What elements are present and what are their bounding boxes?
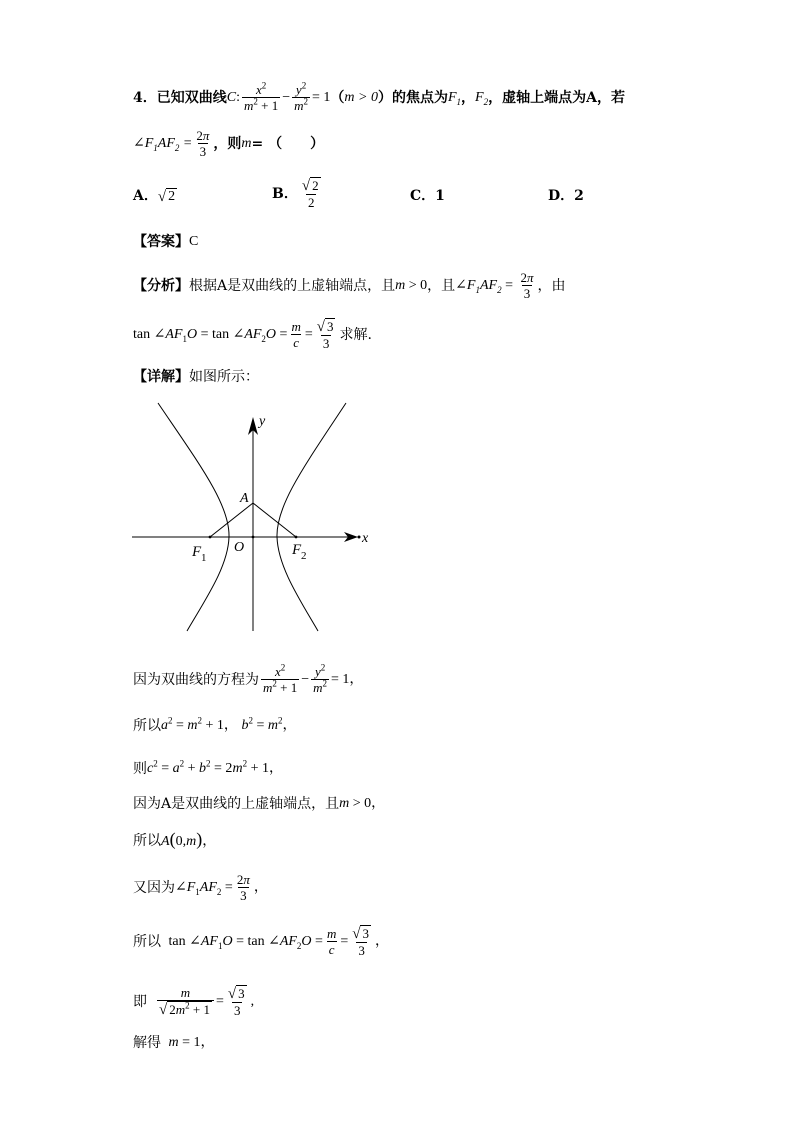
point-origin — [252, 536, 255, 539]
vertex-text: ，虚轴上端点为A，若 — [488, 89, 625, 106]
analysis-label: 【分析】 — [133, 277, 189, 294]
curve-name: C — [226, 89, 237, 105]
question-number: 4． — [133, 89, 157, 106]
detail-label: 【详解】 — [133, 369, 189, 385]
analysis-line-2: $\tan \angle AF_1O = \tan$ $\angle AF_2O$ = $\frac{m}{c}$ = √ 3 3 求解. — [133, 319, 372, 351]
foci-text: 的焦点为 — [391, 89, 448, 106]
label-f1: F — [192, 544, 202, 560]
label-x: x — [362, 531, 369, 546]
fraction-y2: $\frac{y^2}{m^2}$ — [294, 80, 309, 113]
option-a[interactable]: A． √ 2 — [133, 188, 176, 205]
answer-blank: = （ ） — [251, 135, 325, 152]
step-2: 所以 $a^2 = m^2 + 1$， $b^2 = m^2$， — [133, 715, 297, 734]
answer-value: C — [189, 234, 199, 249]
answer-label: 【答案】 — [133, 234, 189, 250]
segment-a-f2 — [253, 503, 296, 537]
label-a: A — [240, 491, 249, 506]
step-3: 则 $c^2 = a^2 + b^2 = 2m^2 + 1$， — [133, 758, 283, 777]
step-8: 即 m √ $2m^2 + 1$ = √ 3 3 , — [133, 985, 255, 1018]
option-b[interactable]: B． √ 2 2 — [272, 178, 319, 210]
angle-tail: ，则 — [213, 135, 242, 152]
label-f2: F — [292, 542, 302, 558]
segment-f1-a — [210, 503, 253, 537]
step-6: 又因为 $\angle F_1AF_2$ = $\frac{2\pi}{3}$ ， — [133, 872, 268, 903]
step-5: 所以 A(0,m)， — [133, 829, 217, 849]
detail-line: 【详解】 如图所示： — [133, 369, 259, 385]
fraction-2pi-3: $\frac{2\pi}{3}$ — [196, 128, 210, 159]
label-o: O — [234, 540, 245, 555]
hyperbola-right-branch — [277, 403, 346, 631]
step-1: 因为双曲线的方程为 $\frac{x^2}{m^2 + 1}$ − $\frac{y^2}{m^2}$ = 1， — [133, 662, 364, 695]
fraction-x2: $\frac{x^2}{m^2 + 1}$ — [243, 80, 279, 113]
label-f2-sub: 2 — [301, 550, 307, 562]
hyperbola-figure — [130, 395, 380, 640]
hyperbola-left-branch — [158, 403, 229, 631]
option-d[interactable]: D．2 — [548, 188, 584, 204]
answer-line — [133, 232, 198, 252]
point-f2 — [295, 536, 298, 539]
question-intro: 已知双曲线 — [156, 89, 227, 106]
step-7: 所以 $\tan \angle AF_1O = \tan$ $\angle AF_2O$ = $\frac{m}{c}$ = √ 3 3 ， — [133, 926, 389, 958]
condition: m > 0 — [344, 89, 378, 105]
option-c[interactable]: C．1 — [410, 188, 445, 204]
label-y: y — [259, 414, 266, 429]
question-line-1: 4． 已知双曲线 C : $\frac{x^2}{m^2 + 1}$ − $\frac{y^2}{m^2}$ = 1 （ m > 0 ） 的焦点为 $F_1$ ， $F_2$ ，虚轴上端点为A，若 — [133, 80, 625, 113]
label-f1-sub: 1 — [201, 552, 207, 564]
step-4: 因为A是双曲线的上虚轴端点，且 m > 0， — [133, 796, 386, 812]
question-line-2: $\angle F_1AF_2$ = $\frac{2\pi}{3}$ ，则 m = （ ） — [133, 128, 325, 159]
step-9: 解得 m = 1， — [133, 1035, 215, 1051]
point-f1 — [209, 536, 212, 539]
analysis-line-1: 【分析】 根据A是双曲线的上虚轴端点，且 m > 0 ，且 $\angle F_1AF_2$ = $\frac{2\pi}{3}$ ，由 — [133, 270, 566, 301]
